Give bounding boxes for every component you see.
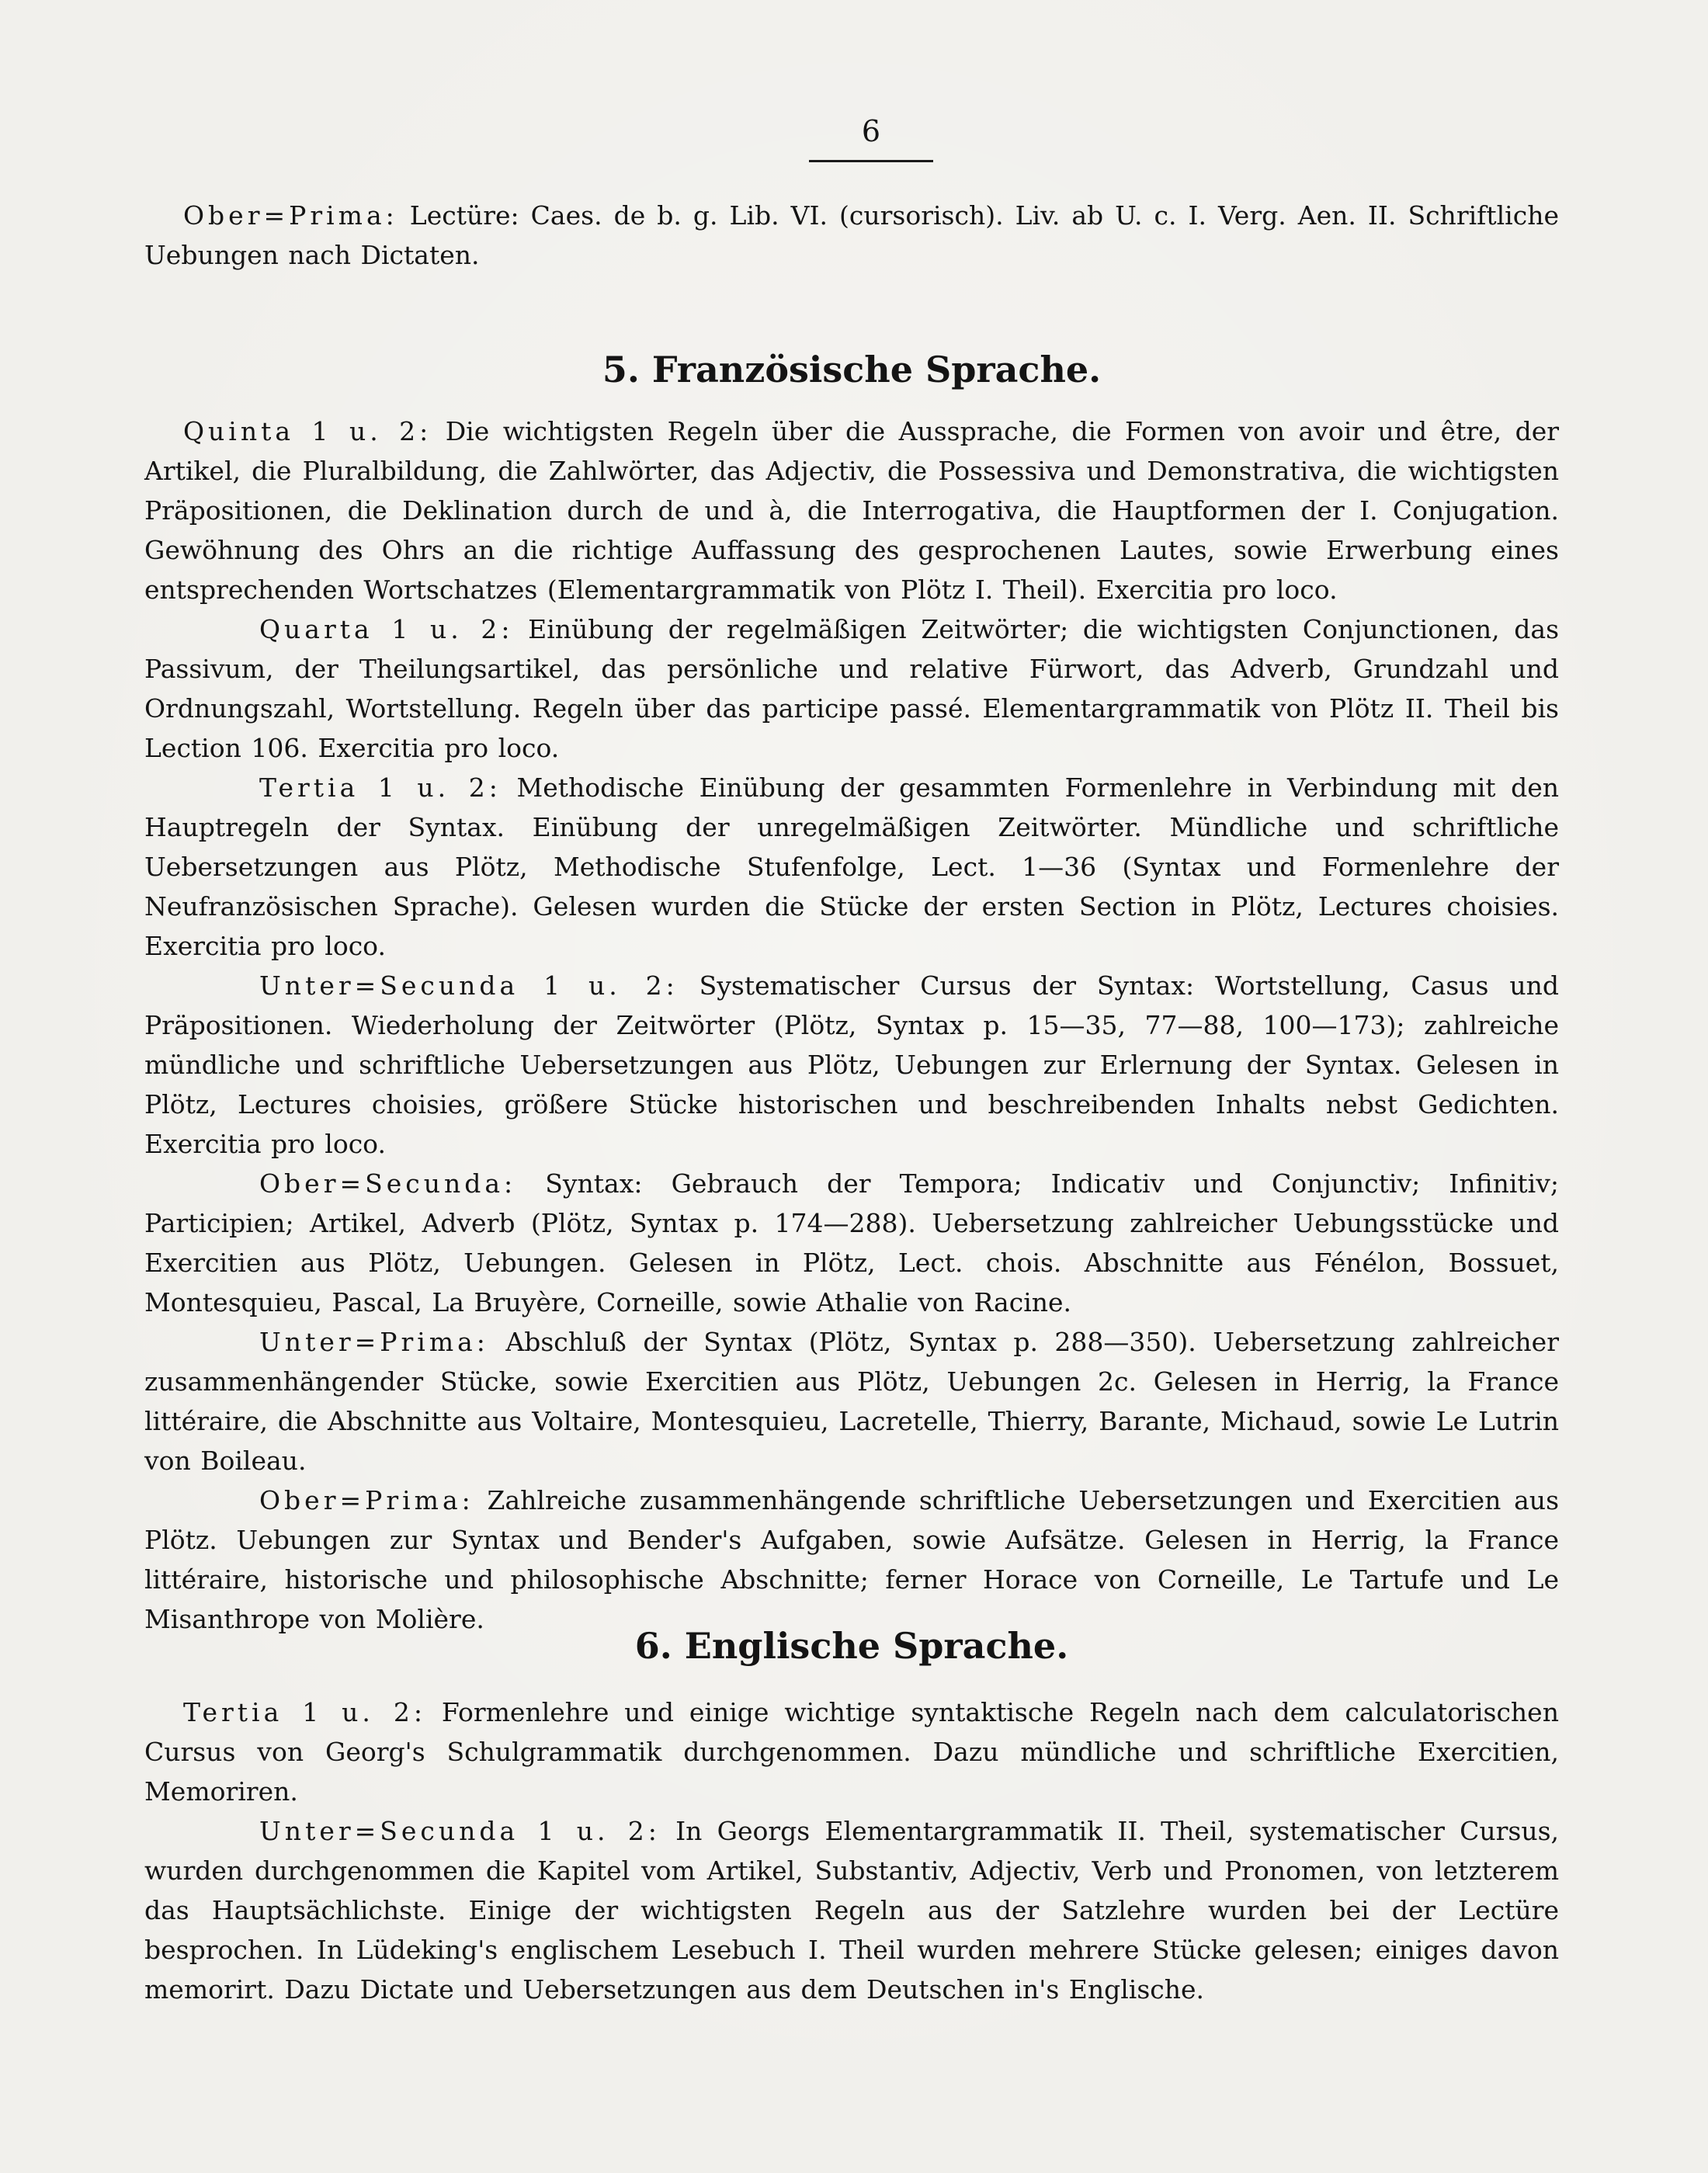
- section-heading-french: 5. Französische Sprache.: [602, 349, 1102, 391]
- grade-label: Unter=Secunda 1 u. 2:: [259, 970, 679, 1001]
- paragraph-quinta: [144, 411, 1559, 609]
- grade-label: Quarta 1 u. 2:: [259, 614, 514, 644]
- paragraph-text: In Georgs Elementargrammatik II. Theil, systematischer Cursus, wurden durchgenommen die Kapitel vom Artikel, Substantiv, Adjectiv, Verb und Pronomen, von letzterem das Hauptsächlichste. Einige der wichtigsten Regeln aus der Satzlehre wurden bei der Lectüre besprochen. In Lüdeking's englischem Lesebuch I. Theil wurden mehrere Stücke gelesen; einiges davon memorirt. Dazu Dictate und Uebersetzungen aus dem Deutschen in's Englische.: [144, 1816, 1560, 2005]
- paragraph-text: Syntax: Gebrauch der Tempora; Indicativ und Conjunctiv; Infinitiv; Participien; Artikel, Adverb (Plötz, Syntax p. 174—288). Uebersetzung zahlreicher Uebungsstücke und Exercitien aus Plötz, Uebungen. Gelesen in Plötz, Lect. chois. Abschnitte aus Fénélon, Bossuet, Montesquieu, Pascal, La Bruyère, Corneille, sowie Athalie von Racine.: [144, 1168, 1559, 1317]
- paragraph-unter-secunda-english: [144, 1811, 1559, 2009]
- paragraph-text: Systematischer Cursus der Syntax: Wortstellung, Casus und Präpositionen. Wiederholung der Zeitwörter (Plötz, Syntax p. 15—35, 77—88, 100—173); zahlreiche mündliche und schriftliche Uebersetzungen aus Plötz, Uebungen zur Erlernung der Syntax. Gelesen in Plötz, Lectures choisies, größere Stücke historischen und beschreibenden Inhalts nebst Gedichten. Exercitia pro loco.: [144, 970, 1559, 1159]
- paragraph-ober-secunda: [144, 1164, 1559, 1322]
- paragraph-unter-prima: [144, 1322, 1559, 1480]
- paragraph-text: Lectüre: Caes. de b. g. Lib. VI. (cursorisch). Liv. ab U. c. I. Verg. Aen. II. Schriftliche Uebungen nach Dictaten.: [144, 200, 1559, 270]
- paragraph-tertia: [144, 768, 1559, 966]
- paragraph-text: Methodische Einübung der gesammten Formenlehre in Verbindung mit den Hauptregeln der Syntax. Einübung der unregelmäßigen Zeitwörter. Mündliche und schriftliche Uebersetzungen aus Plötz, Methodische Stufenfolge, Lect. 1—36 (Syntax und Formenlehre der Neufranzösischen Sprache). Gelesen wurden die Stücke der ersten Section in Plötz, Lectures choisies. Exercitia pro loco.: [144, 772, 1559, 961]
- section-english-body: [144, 1692, 1559, 2009]
- paragraph-text: Formenlehre und einige wichtige syntaktische Regeln nach dem calculatorischen Cursus von Georg's Schulgrammatik durchgenommen. Dazu mündliche und schriftliche Exercitien, Memoriren.: [144, 1697, 1559, 1807]
- section-french-body: [144, 411, 1559, 1639]
- header-rule: [809, 160, 933, 162]
- paragraph-ober-prima-latin: [144, 196, 1559, 275]
- grade-label: Unter=Secunda 1 u. 2:: [259, 1816, 661, 1846]
- paragraph-text: Abschluß der Syntax (Plötz, Syntax p. 288—350). Uebersetzung zahlreicher zusammenhängender Stücke, sowie Exercitien aus Plötz, Uebungen 2c. Gelesen in Herrig, la France littéraire, die Abschnitte aus Voltaire, Montesquieu, Lacretelle, Thierry, Barante, Michaud, sowie Le Lutrin von Boileau.: [144, 1327, 1559, 1476]
- page-number: 6: [861, 114, 881, 148]
- paragraph-text: Zahlreiche zusammenhängende schriftliche Uebersetzungen und Exercitien aus Plötz. Uebungen zur Syntax und Bender's Aufgaben, sowie Aufsätze. Gelesen in Herrig, la France littéraire, historische und philosophische Abschnitte; ferner Horace von Corneille, Le Tartufe und Le Misanthrope von Molière.: [144, 1485, 1559, 1634]
- grade-label: Unter=Prima:: [259, 1327, 489, 1357]
- paragraph-unter-secunda: [144, 966, 1559, 1164]
- page-header: [809, 116, 933, 162]
- paragraph-quarta: [144, 609, 1559, 768]
- top-section: [144, 196, 1559, 275]
- paragraph-text: Einübung der regelmäßigen Zeitwörter; die wichtigsten Conjunctionen, das Passivum, der Theilungsartikel, das persönliche und relative Fürwort, das Adverb, Grundzahl und Ordnungszahl, Wortstellung. Regeln über das participe passé. Elementargrammatik von Plötz II. Theil bis Lection 106. Exercitia pro loco.: [144, 614, 1560, 763]
- paragraph-tertia-english: [144, 1692, 1559, 1811]
- grade-label: Ober=Secunda:: [259, 1168, 517, 1199]
- grade-label: Ober=Prima:: [259, 1485, 474, 1515]
- grade-label: Ober=Prima:: [183, 200, 398, 231]
- paragraph-ober-prima: [144, 1480, 1559, 1639]
- grade-label: Tertia 1 u. 2:: [183, 1697, 426, 1727]
- paragraph-text: Die wichtigsten Regeln über die Aussprache, die Formen von avoir und être, der Artikel, die Pluralbildung, die Zahlwörter, das Adjectiv, die Possessiva und Demonstrativa, die wichtigsten Präpositionen, die Deklination durch de und à, die Interrogativa, die Hauptformen der I. Conjugation. Gewöhnung des Ohrs an die richtige Auffassung des gesprochenen Lautes, sowie Erwerbung eines entsprechenden Wortschatzes (Elementargrammatik von Plötz I. Theil). Exercitia pro loco.: [144, 416, 1560, 605]
- grade-label: Quinta 1 u. 2:: [183, 416, 432, 446]
- section-heading-english: 6. Englische Sprache.: [634, 1625, 1069, 1667]
- grade-label: Tertia 1 u. 2:: [259, 772, 502, 803]
